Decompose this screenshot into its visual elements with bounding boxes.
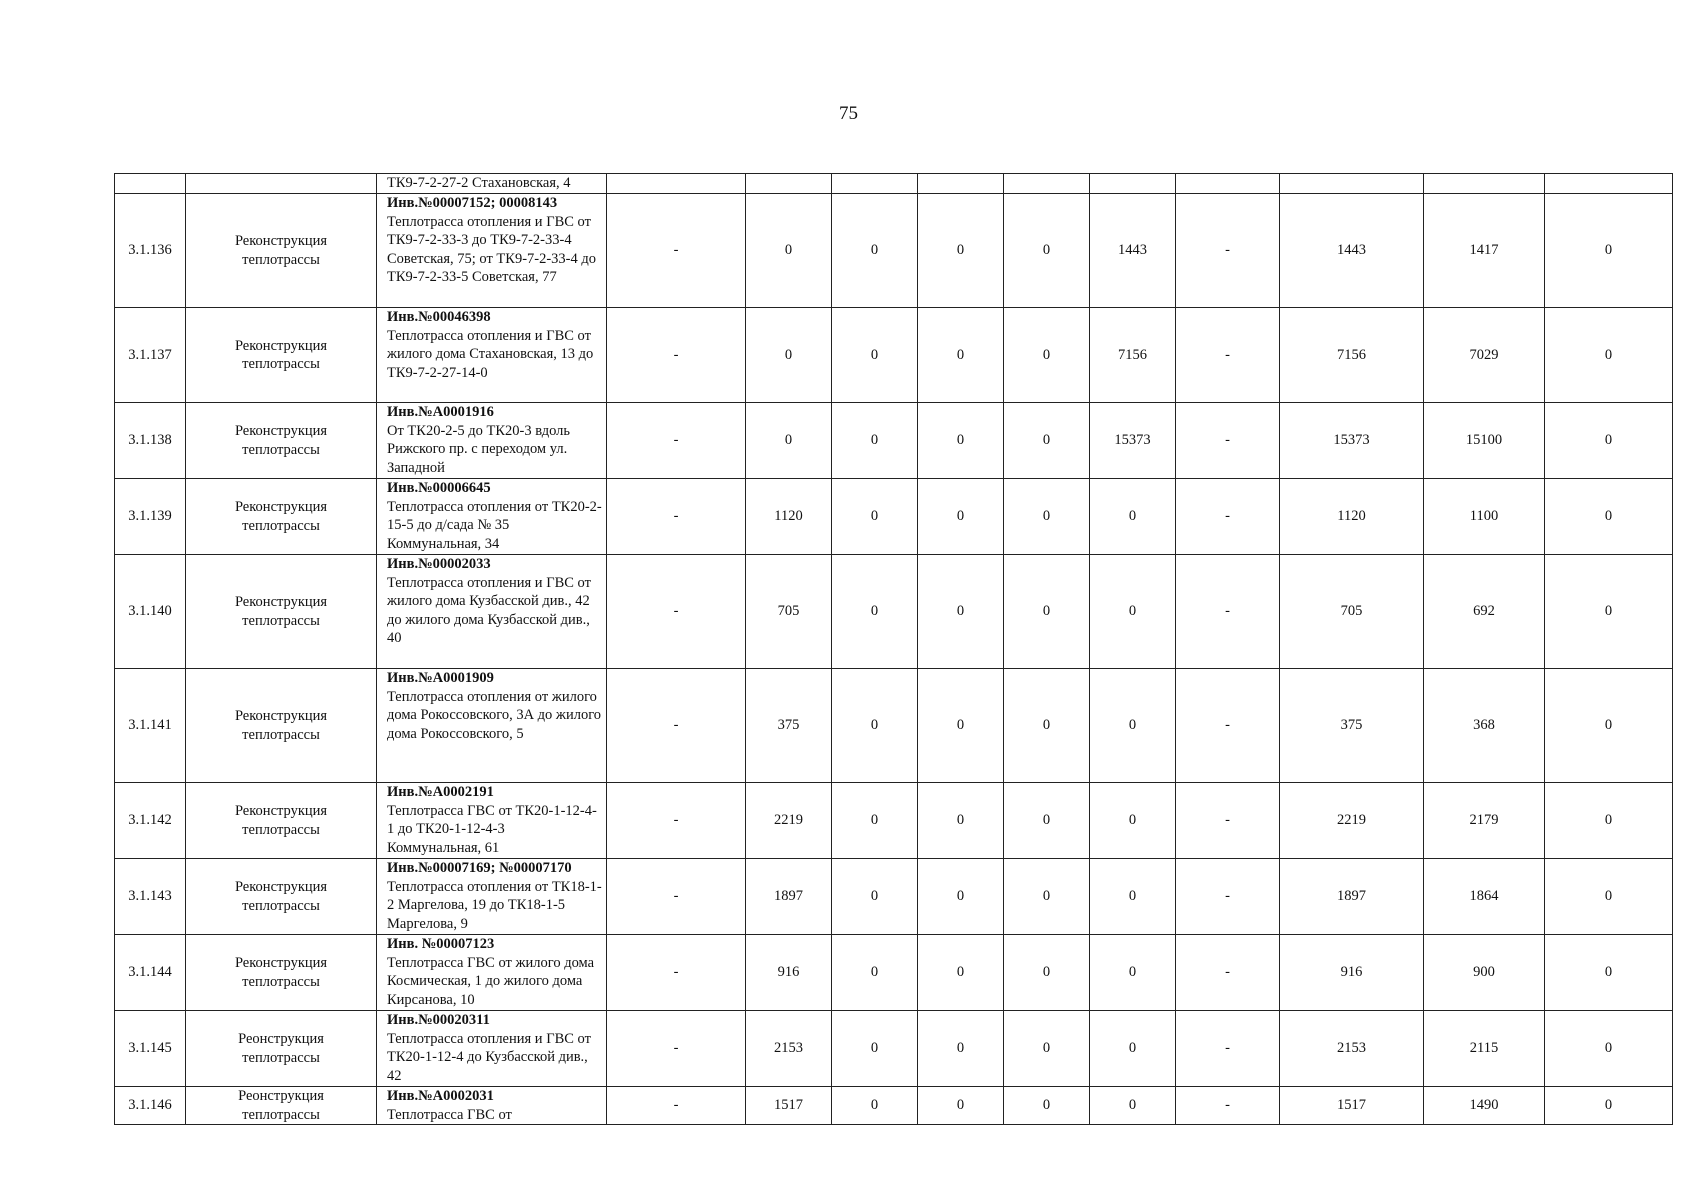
cell-value: 0 xyxy=(746,403,832,479)
cell-value: 0 xyxy=(1545,1087,1673,1125)
cell-value: 0 xyxy=(1545,1011,1673,1087)
cell-value: 692 xyxy=(1424,555,1545,669)
description-text: Теплотрасса ГВС от ТК20-1-12-4-1 до ТК20-1-12-4-3 Коммунальная, 61 xyxy=(387,802,597,856)
inventory-number: Инв.№А0001916 xyxy=(387,404,494,420)
cell-number: 3.1.145 xyxy=(115,1011,186,1087)
cell-number: 3.1.140 xyxy=(115,555,186,669)
cell-value: 7029 xyxy=(1424,308,1545,403)
cell-value: - xyxy=(607,1011,746,1087)
cell-value: - xyxy=(1176,403,1280,479)
page-number: 75 xyxy=(839,103,858,124)
cell-value: 0 xyxy=(832,1087,918,1125)
cell-number: 3.1.141 xyxy=(115,669,186,783)
cell-value: - xyxy=(607,308,746,403)
cell-value: - xyxy=(607,555,746,669)
cell-number: 3.1.144 xyxy=(115,935,186,1011)
cell-value: 0 xyxy=(918,669,1004,783)
cell-type xyxy=(186,174,377,194)
cell-value: 1120 xyxy=(746,479,832,555)
table-row xyxy=(115,669,1673,783)
cell-type: Реконструкция теплотрассы xyxy=(186,403,377,479)
cell-value: - xyxy=(1176,783,1280,859)
cell-number: 3.1.138 xyxy=(115,403,186,479)
inventory-number: Инв.№А0001909 xyxy=(387,670,494,686)
cell-value: 0 xyxy=(1545,555,1673,669)
cell-value xyxy=(1424,174,1545,194)
description-text: Теплотрасса отопления и ГВС от жилого дома Кузбасской див., 42 до жилого дома Кузбасской див., 40 xyxy=(387,574,591,646)
cell-type: Реонструкция теплотрассы xyxy=(186,1087,377,1125)
cell-value: 0 xyxy=(1004,669,1090,783)
inventory-number: Инв.№00002033 xyxy=(387,556,491,572)
cell-value: 0 xyxy=(1004,479,1090,555)
cell-value: 7156 xyxy=(1280,308,1424,403)
cell-type: Реонструкция теплотрассы xyxy=(186,1011,377,1087)
cell-value: - xyxy=(1176,308,1280,403)
cell-value: 1864 xyxy=(1424,859,1545,935)
cell-value: - xyxy=(1176,1011,1280,1087)
cell-value: 1897 xyxy=(746,859,832,935)
cell-value: 705 xyxy=(746,555,832,669)
inventory-number: Инв.№А0002191 xyxy=(387,784,494,800)
cell-value xyxy=(607,174,746,194)
cell-value: 2115 xyxy=(1424,1011,1545,1087)
cell-number xyxy=(115,174,186,194)
cell-value: 0 xyxy=(832,935,918,1011)
cell-value: 0 xyxy=(1004,935,1090,1011)
cell-value: 0 xyxy=(918,935,1004,1011)
cell-value: - xyxy=(1176,935,1280,1011)
cell-description xyxy=(377,859,607,935)
cell-description xyxy=(377,555,607,669)
cell-description xyxy=(377,1087,607,1125)
cell-description xyxy=(377,194,607,308)
cell-value: 0 xyxy=(1545,859,1673,935)
cell-value: 2153 xyxy=(746,1011,832,1087)
cell-value: 0 xyxy=(1004,555,1090,669)
description-text: Теплотрасса отопления и ГВС от ТК9-7-2-33-3 до ТК9-7-2-33-4 Советская, 75; от ТК9-7-2-33-4 до ТК9-7-2-33-5 Советская, 77 xyxy=(387,213,597,285)
cell-value: 0 xyxy=(832,669,918,783)
cell-value: 916 xyxy=(1280,935,1424,1011)
inventory-number: Инв.№00007169; №00007170 xyxy=(387,860,572,876)
cell-value: 0 xyxy=(1004,1087,1090,1125)
cell-value xyxy=(1004,174,1090,194)
cell-description xyxy=(377,1011,607,1087)
description-text: Теплотрасса отопления от ТК20-2-15-5 до д/сада № 35 Коммунальная, 34 xyxy=(387,498,602,552)
cell-value: - xyxy=(1176,859,1280,935)
cell-value: 0 xyxy=(918,783,1004,859)
cell-value: - xyxy=(607,1087,746,1125)
cell-type: Реконструкция теплотрассы xyxy=(186,859,377,935)
description-text: Теплотрасса отопления от ТК18-1-2 Маргелова, 19 до ТК18-1-5 Маргелова, 9 xyxy=(387,878,602,932)
cell-description xyxy=(377,669,607,783)
cell-value: - xyxy=(1176,479,1280,555)
cell-value: 0 xyxy=(832,783,918,859)
cell-value: 0 xyxy=(832,308,918,403)
cell-value: - xyxy=(607,783,746,859)
cell-value: 0 xyxy=(918,1087,1004,1125)
cell-value: 0 xyxy=(1090,1011,1176,1087)
table-row xyxy=(115,555,1673,669)
description-text: Теплотрасса ГВС от xyxy=(387,1106,512,1123)
cell-value: 0 xyxy=(832,479,918,555)
cell-description xyxy=(377,403,607,479)
cell-description xyxy=(377,935,607,1011)
cell-value: 375 xyxy=(746,669,832,783)
cell-description xyxy=(377,308,607,403)
cell-value: 0 xyxy=(1545,308,1673,403)
cell-value: 0 xyxy=(918,555,1004,669)
cell-value: 0 xyxy=(1545,783,1673,859)
description-text: Теплотрасса отопления от жилого дома Рокоссовского, 3А до жилого дома Рокоссовского, 5 xyxy=(387,688,602,742)
description-text: Теплотрасса отопления и ГВС от жилого дома Стахановская, 13 до ТК9-7-2-27-14-0 xyxy=(387,327,594,381)
table-row xyxy=(115,308,1673,403)
cell-value: 0 xyxy=(832,403,918,479)
cell-value: 1897 xyxy=(1280,859,1424,935)
inventory-number: Инв.№00007152; 00008143 xyxy=(387,195,558,211)
cell-value: 0 xyxy=(832,859,918,935)
cell-value xyxy=(918,174,1004,194)
investment-table xyxy=(114,173,1673,1125)
inventory-number: Инв.№00020311 xyxy=(387,1012,490,1028)
cell-value xyxy=(832,174,918,194)
cell-description xyxy=(377,479,607,555)
cell-value: 368 xyxy=(1424,669,1545,783)
cell-value: 705 xyxy=(1280,555,1424,669)
cell-value: - xyxy=(607,403,746,479)
cell-value: - xyxy=(1176,555,1280,669)
cell-value: - xyxy=(1176,194,1280,308)
cell-value: 0 xyxy=(918,194,1004,308)
table-row xyxy=(115,403,1673,479)
cell-value: 2153 xyxy=(1280,1011,1424,1087)
table-row xyxy=(115,859,1673,935)
cell-value: 0 xyxy=(1545,479,1673,555)
cell-value: 0 xyxy=(1545,935,1673,1011)
cell-number: 3.1.143 xyxy=(115,859,186,935)
inventory-number: Инв.№00046398 xyxy=(387,309,491,325)
cell-value: 0 xyxy=(832,1011,918,1087)
cell-value: 15100 xyxy=(1424,403,1545,479)
cell-value: 1120 xyxy=(1280,479,1424,555)
cell-value: - xyxy=(607,859,746,935)
cell-value: 15373 xyxy=(1280,403,1424,479)
cell-value: - xyxy=(607,935,746,1011)
inventory-number: Инв.№А0002031 xyxy=(387,1088,494,1104)
cell-value: 916 xyxy=(746,935,832,1011)
cell-type: Реконструкция теплотрассы xyxy=(186,555,377,669)
description-text: Теплотрасса ГВС от жилого дома Космическая, 1 до жилого дома Кирсанова, 10 xyxy=(387,954,595,1008)
cell-value: 1443 xyxy=(1280,194,1424,308)
cell-value: 0 xyxy=(1090,669,1176,783)
cell-description xyxy=(377,174,607,194)
cell-value: 0 xyxy=(918,308,1004,403)
cell-value xyxy=(1176,174,1280,194)
cell-type: Реконструкция теплотрассы xyxy=(186,783,377,859)
cell-value xyxy=(1545,174,1673,194)
cell-value: 15373 xyxy=(1090,403,1176,479)
cell-value: - xyxy=(607,479,746,555)
cell-value: 0 xyxy=(1545,194,1673,308)
cell-value: 0 xyxy=(1004,783,1090,859)
cell-value: 0 xyxy=(1090,555,1176,669)
cell-value: 0 xyxy=(1004,859,1090,935)
cell-number: 3.1.146 xyxy=(115,1087,186,1125)
cell-value: - xyxy=(1176,669,1280,783)
cell-value: 375 xyxy=(1280,669,1424,783)
cell-value: 900 xyxy=(1424,935,1545,1011)
cell-value xyxy=(1280,174,1424,194)
cell-value: - xyxy=(607,194,746,308)
cell-value: 0 xyxy=(1004,1011,1090,1087)
cell-value: 0 xyxy=(1004,194,1090,308)
cell-value: 1100 xyxy=(1424,479,1545,555)
cell-value: 7156 xyxy=(1090,308,1176,403)
cell-value: 1517 xyxy=(1280,1087,1424,1125)
cell-value: 1517 xyxy=(746,1087,832,1125)
cell-type: Реконструкция теплотрассы xyxy=(186,669,377,783)
cell-value: 0 xyxy=(918,1011,1004,1087)
cell-value: 0 xyxy=(746,308,832,403)
cell-number: 3.1.136 xyxy=(115,194,186,308)
table-row xyxy=(115,479,1673,555)
cell-value: 0 xyxy=(746,194,832,308)
inventory-number: Инв.№00006645 xyxy=(387,480,491,496)
cell-type: Реконструкция теплотрассы xyxy=(186,479,377,555)
cell-value: 0 xyxy=(1090,859,1176,935)
cell-value: 0 xyxy=(1545,403,1673,479)
cell-value: 0 xyxy=(1545,669,1673,783)
cell-value: - xyxy=(1176,1087,1280,1125)
table-row xyxy=(115,783,1673,859)
cell-value: 0 xyxy=(1090,479,1176,555)
cell-value: 0 xyxy=(918,859,1004,935)
cell-type: Реконструкция теплотрассы xyxy=(186,935,377,1011)
cell-value: 0 xyxy=(832,555,918,669)
description-text: ТК9-7-2-27-2 Стахановская, 4 xyxy=(387,175,571,191)
cell-number: 3.1.139 xyxy=(115,479,186,555)
cell-value: 0 xyxy=(1090,935,1176,1011)
cell-value: 0 xyxy=(1090,783,1176,859)
cell-value: 0 xyxy=(832,194,918,308)
table-row xyxy=(115,935,1673,1011)
cell-value: 0 xyxy=(918,479,1004,555)
description-text: Теплотрасса отопления и ГВС от ТК20-1-12-4 до Кузбасской див., 42 xyxy=(387,1030,591,1084)
cell-number: 3.1.142 xyxy=(115,783,186,859)
cell-value: 0 xyxy=(918,403,1004,479)
cell-type: Реконструкция теплотрассы xyxy=(186,194,377,308)
cell-value: 1490 xyxy=(1424,1087,1545,1125)
description-text: От ТК20-2-5 до ТК20-3 вдоль Рижского пр. с переходом ул. Западной xyxy=(387,422,570,476)
table-row xyxy=(115,1087,1673,1125)
table-body xyxy=(115,174,1673,1125)
cell-number: 3.1.137 xyxy=(115,308,186,403)
inventory-number: Инв. №00007123 xyxy=(387,936,495,952)
cell-type: Реконструкция теплотрассы xyxy=(186,308,377,403)
cell-value: 1443 xyxy=(1090,194,1176,308)
cell-value xyxy=(746,174,832,194)
cell-value: 1417 xyxy=(1424,194,1545,308)
cell-value: 0 xyxy=(1004,403,1090,479)
cell-value xyxy=(1090,174,1176,194)
cell-value: 2179 xyxy=(1424,783,1545,859)
cell-value: 0 xyxy=(1090,1087,1176,1125)
table-row-continuation xyxy=(115,174,1673,194)
cell-value: 2219 xyxy=(1280,783,1424,859)
table-row xyxy=(115,194,1673,308)
table-row xyxy=(115,1011,1673,1087)
cell-value: - xyxy=(607,669,746,783)
cell-value: 2219 xyxy=(746,783,832,859)
cell-value: 0 xyxy=(1004,308,1090,403)
cell-description xyxy=(377,783,607,859)
